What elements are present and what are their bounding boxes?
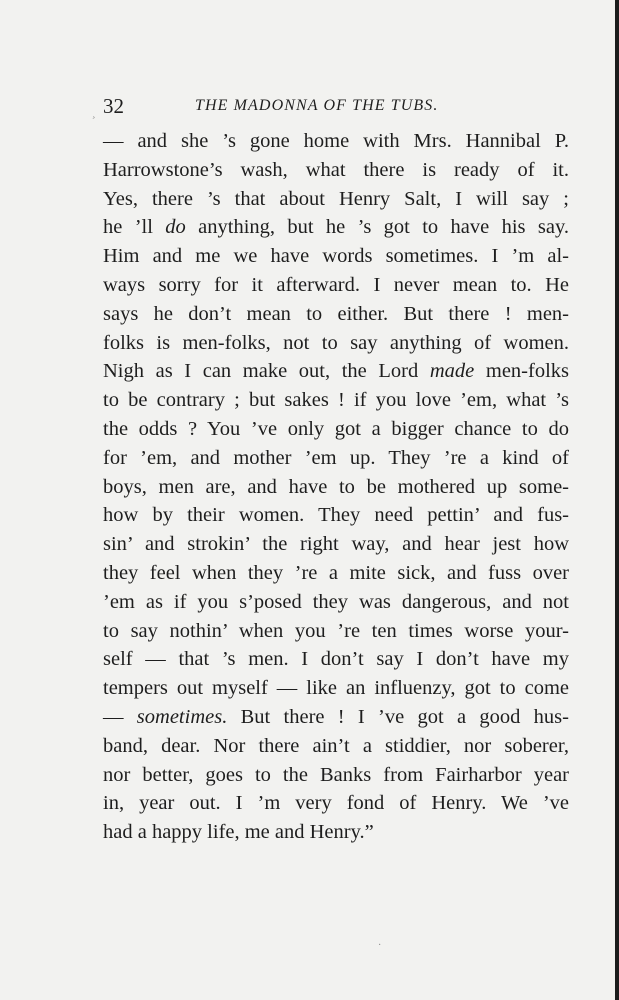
text-segment: had a happy life, me and Henry.” [103,821,374,844]
text-segment: — [103,705,137,728]
text-segment: boys, men are, and have to be mothered up some- [103,475,569,498]
text-line [103,386,569,415]
text-segment: sin’ and strokin’ the right way, and hear jest how [103,533,569,556]
text-line [103,156,569,185]
text-segment: Him and me we have words sometimes. I ’m al- [103,245,569,268]
text-segment: they feel when they ’re a mite sick, and fuss over [103,561,569,584]
page-header [103,94,568,120]
text-line [103,703,569,732]
text-line [103,530,569,559]
text-line [103,444,569,473]
text-line [103,501,569,530]
text-segment: men-folks [474,360,569,383]
text-line [103,588,569,617]
text-segment: to be contrary ; but sakes ! if you love ’em, what ’s [103,389,569,412]
scan-edge [615,0,619,1000]
text-segment: Harrowstone’s wash, what there is ready of it. [103,158,569,181]
text-line [103,213,569,242]
italic-text: sometimes. [136,705,228,728]
text-segment: he ’ll [103,216,166,239]
text-segment: — and she ’s gone home with Mrs. Hannibal P. [103,130,569,152]
text-segment: nor better, goes to the Banks from Fairharbor year [103,763,569,786]
text-line [103,818,569,847]
text-segment: Yes, there ’s that about Henry Salt, I will say ; [103,187,569,210]
text-line [103,127,569,156]
text-segment: to say nothin’ when you ’re ten times worse your- [103,619,569,642]
page-number: 32 [103,94,124,118]
text-line [103,300,569,329]
text-line [103,761,569,790]
text-segment: for ’em, and mother ’em up. They ’re a kind of [103,446,569,469]
text-segment: band, dear. Nor there ain’t a stiddier, nor soberer, [103,734,569,757]
scan-speck: · [378,940,382,951]
text-line [103,185,569,214]
text-segment: says he don’t mean to either. But there ! men- [103,302,569,325]
italic-text: made [429,360,475,383]
text-line [103,357,569,386]
text-line [103,645,569,674]
text-line [103,329,569,358]
text-line [103,242,569,271]
italic-text: do [165,216,186,239]
text-segment: in, year out. I ’m very fond of Henry. We ’ve [103,792,569,815]
text-segment: ’em as if you s’posed they was dangerous, and not [103,590,569,613]
text-segment: Nigh as I can make out, the Lord [103,360,430,383]
text-segment: But there ! I ’ve got a good hus- [227,705,569,728]
text-line [103,271,569,300]
text-line [103,674,569,703]
text-segment: folks is men-folks, not to say anything of women. [103,331,569,354]
text-segment: self — that ’s men. I don’t say I don’t have my [103,648,569,671]
running-title: THE MADONNA OF THE TUBS. [195,97,439,114]
text-line [103,732,569,761]
text-segment: ways sorry for it afterward. I never mean to. He [103,273,569,296]
text-line [103,415,569,444]
text-segment: the odds ? You ’ve only got a bigger chance to do [103,417,569,440]
text-segment: how by their women. They need pettin’ and fus- [103,504,569,527]
text-line [103,617,569,646]
body-text [103,127,569,847]
text-line [103,473,569,502]
text-line [103,789,569,818]
text-segment: anything, but he ’s got to have his say. [185,216,569,239]
scan-speck: ¸ [92,108,96,119]
text-segment: tempers out myself — like an influenzy, got to come [103,677,569,700]
text-line [103,559,569,588]
